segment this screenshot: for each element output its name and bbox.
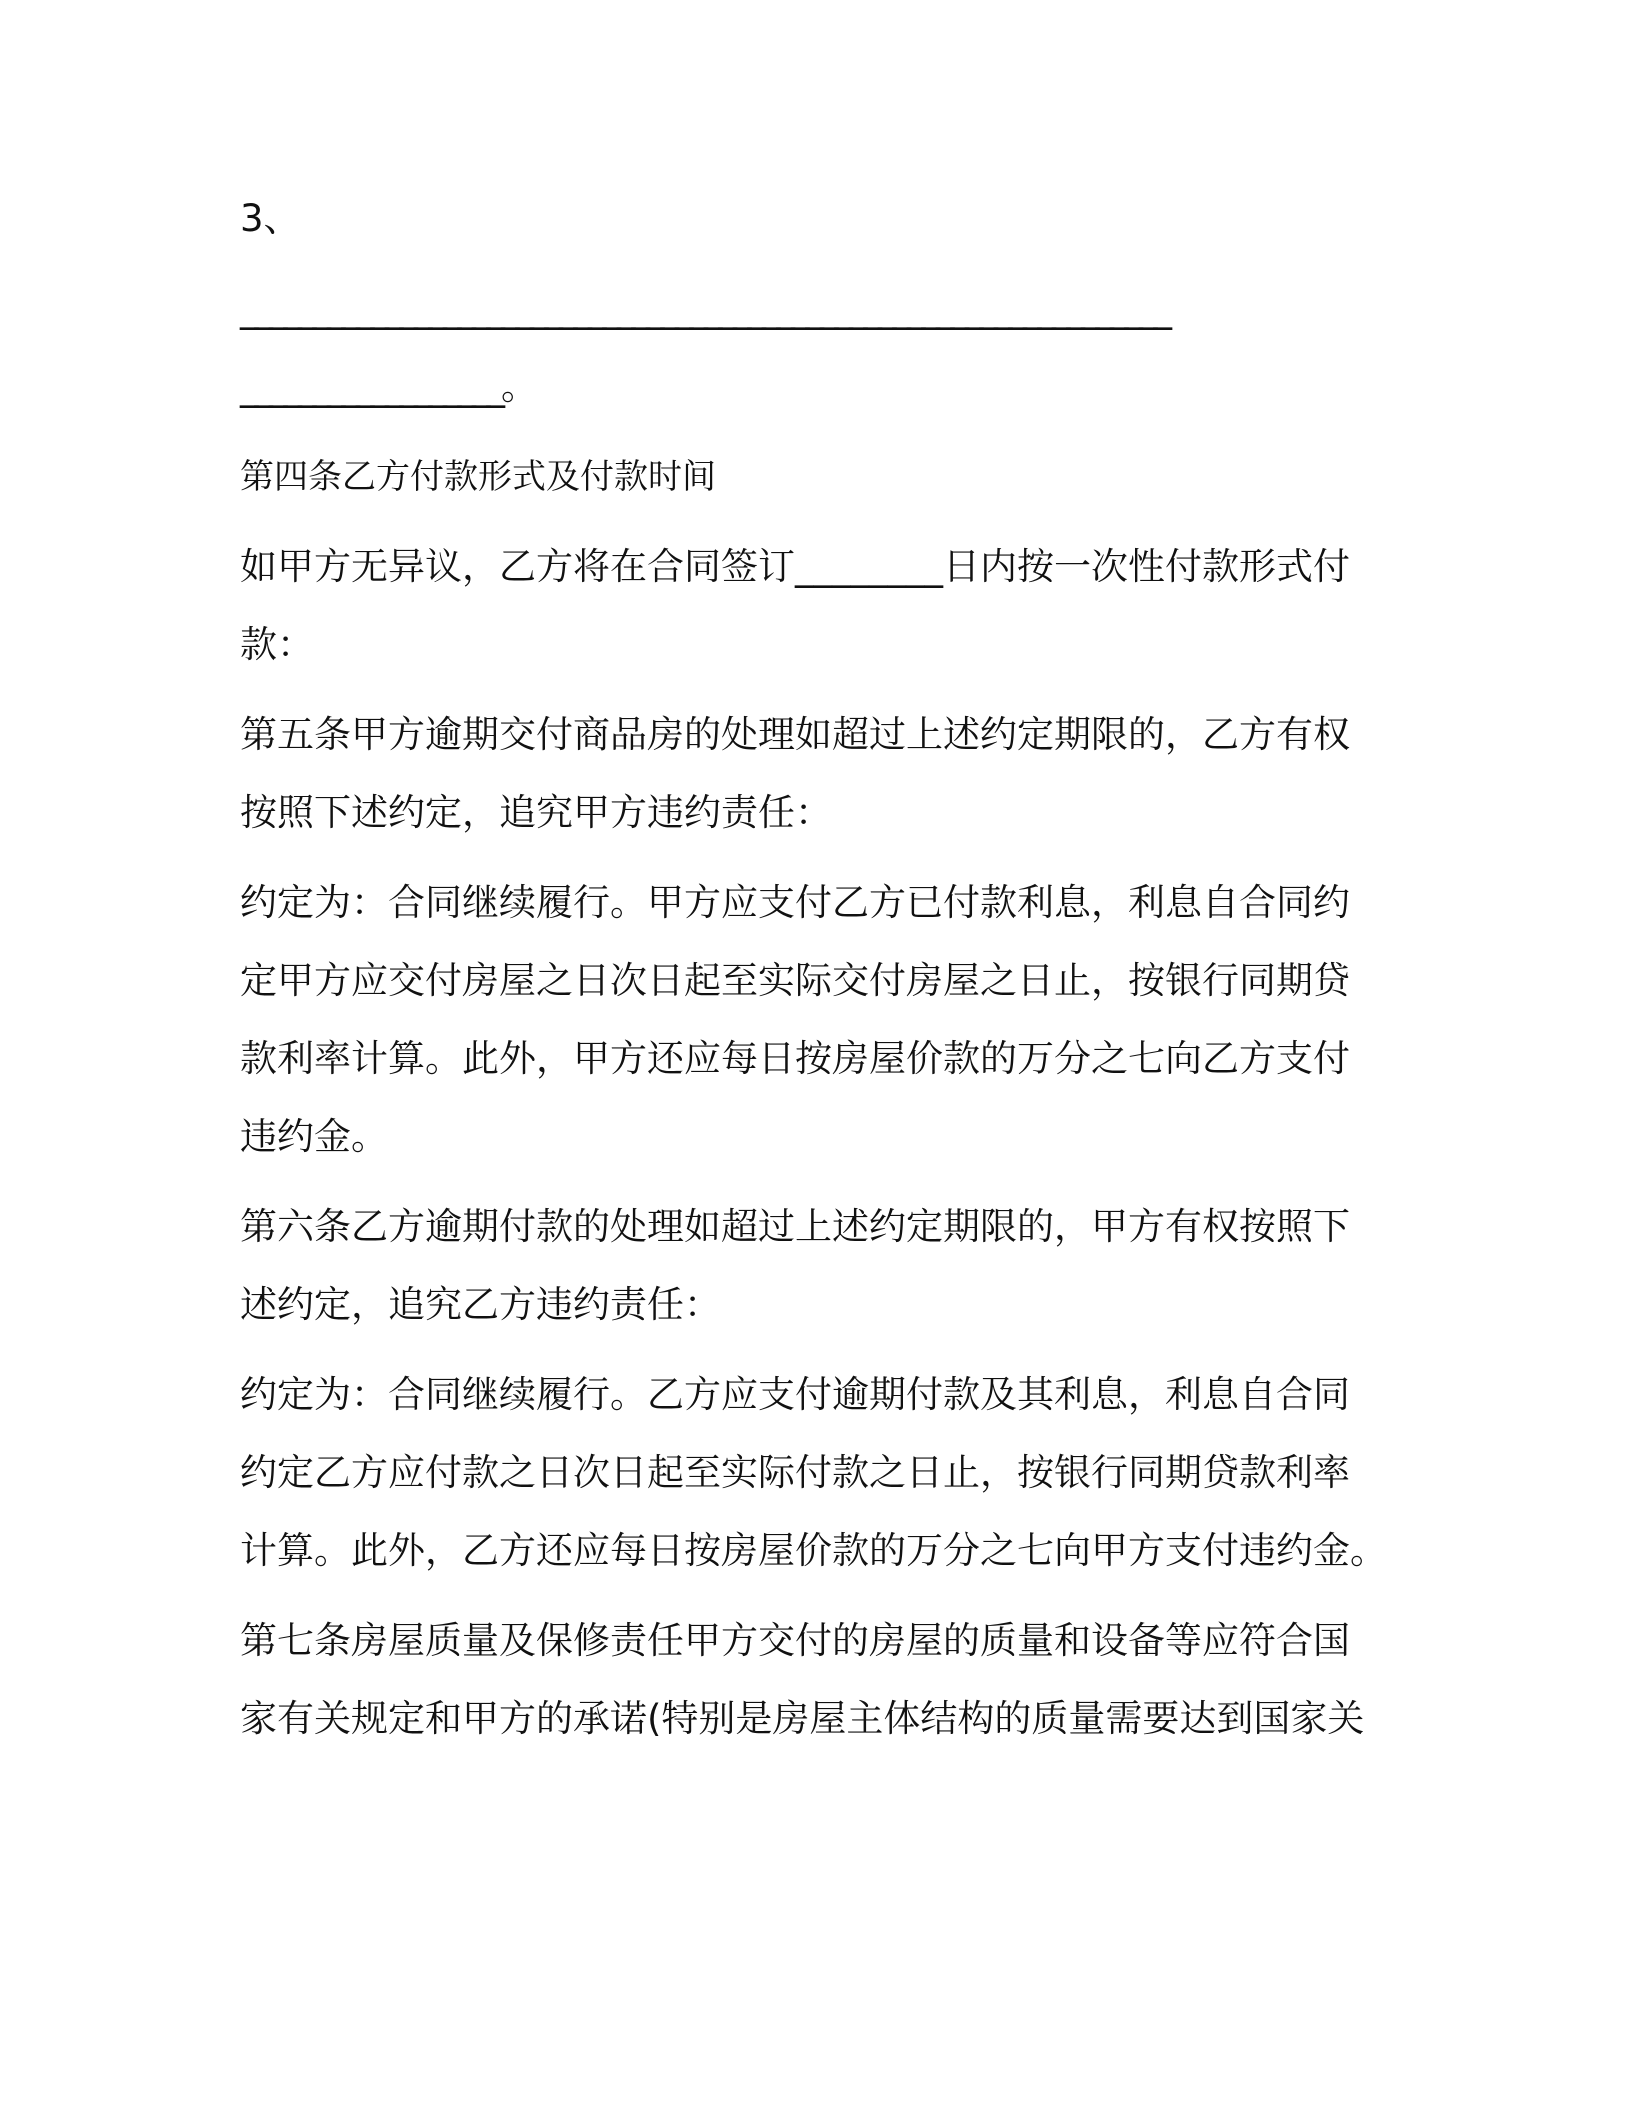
paragraph-line: 第六条乙方逾期付款的处理如超过上述约定期限的，甲方有权按照下 [240, 1205, 1350, 1248]
blank-fill-line: ________________________________________________________________ [240, 287, 1168, 330]
article-5-paragraph [240, 696, 1380, 852]
article-7-paragraph [240, 1602, 1380, 1758]
paragraph-line: 如甲方无异议，乙方将在合同签订________日内按一次性付款形式付 [240, 545, 1350, 588]
blank-fill-line: __________________。 [240, 365, 534, 408]
paragraph-line: 家有关规定和甲方的承诺(特别是房屋主体结构的质量需要达到国家关 [240, 1697, 1365, 1740]
paragraph-line: 约定乙方应付款之日次日起至实际付款之日止，按银行同期贷款利率 [240, 1451, 1350, 1494]
article-5-terms [240, 864, 1380, 1176]
paragraph-line: 计算。此外，乙方还应每日按房屋价款的万分之七向甲方支付违约金。 [240, 1529, 1387, 1572]
paragraph-line: 款： [240, 623, 314, 666]
paragraph-line: 述约定，追究乙方违约责任： [240, 1283, 721, 1326]
section-heading: 第四条乙方付款形式及付款时间 [240, 457, 716, 497]
article-4-paragraph [240, 528, 1380, 684]
article-6-paragraph [240, 1188, 1380, 1344]
paragraph-line: 款利率计算。此外，甲方还应每日按房屋价款的万分之七向乙方支付 [240, 1037, 1350, 1080]
paragraph-line: 按照下述约定，追究甲方违约责任： [240, 791, 832, 834]
document-body [240, 180, 1387, 1758]
paragraph-line: 第五条甲方逾期交付商品房的处理如超过上述约定期限的，乙方有权 [240, 713, 1350, 756]
paragraph-line: 违约金。 [240, 1115, 388, 1158]
item-3 [240, 180, 1380, 426]
paragraph-line: 第七条房屋质量及保修责任甲方交付的房屋的质量和设备等应符合国 [240, 1619, 1350, 1662]
item-number: 3、 [240, 197, 301, 240]
paragraph-line: 定甲方应交付房屋之日次日起至实际交付房屋之日止，按银行同期贷 [240, 959, 1350, 1002]
paragraph-line: 约定为：合同继续履行。乙方应支付逾期付款及其利息，利息自合同 [240, 1373, 1350, 1416]
article-6-terms [240, 1356, 1387, 1590]
article-4-heading [240, 438, 1380, 516]
paragraph-line: 约定为：合同继续履行。甲方应支付乙方已付款利息，利息自合同约 [240, 881, 1350, 924]
